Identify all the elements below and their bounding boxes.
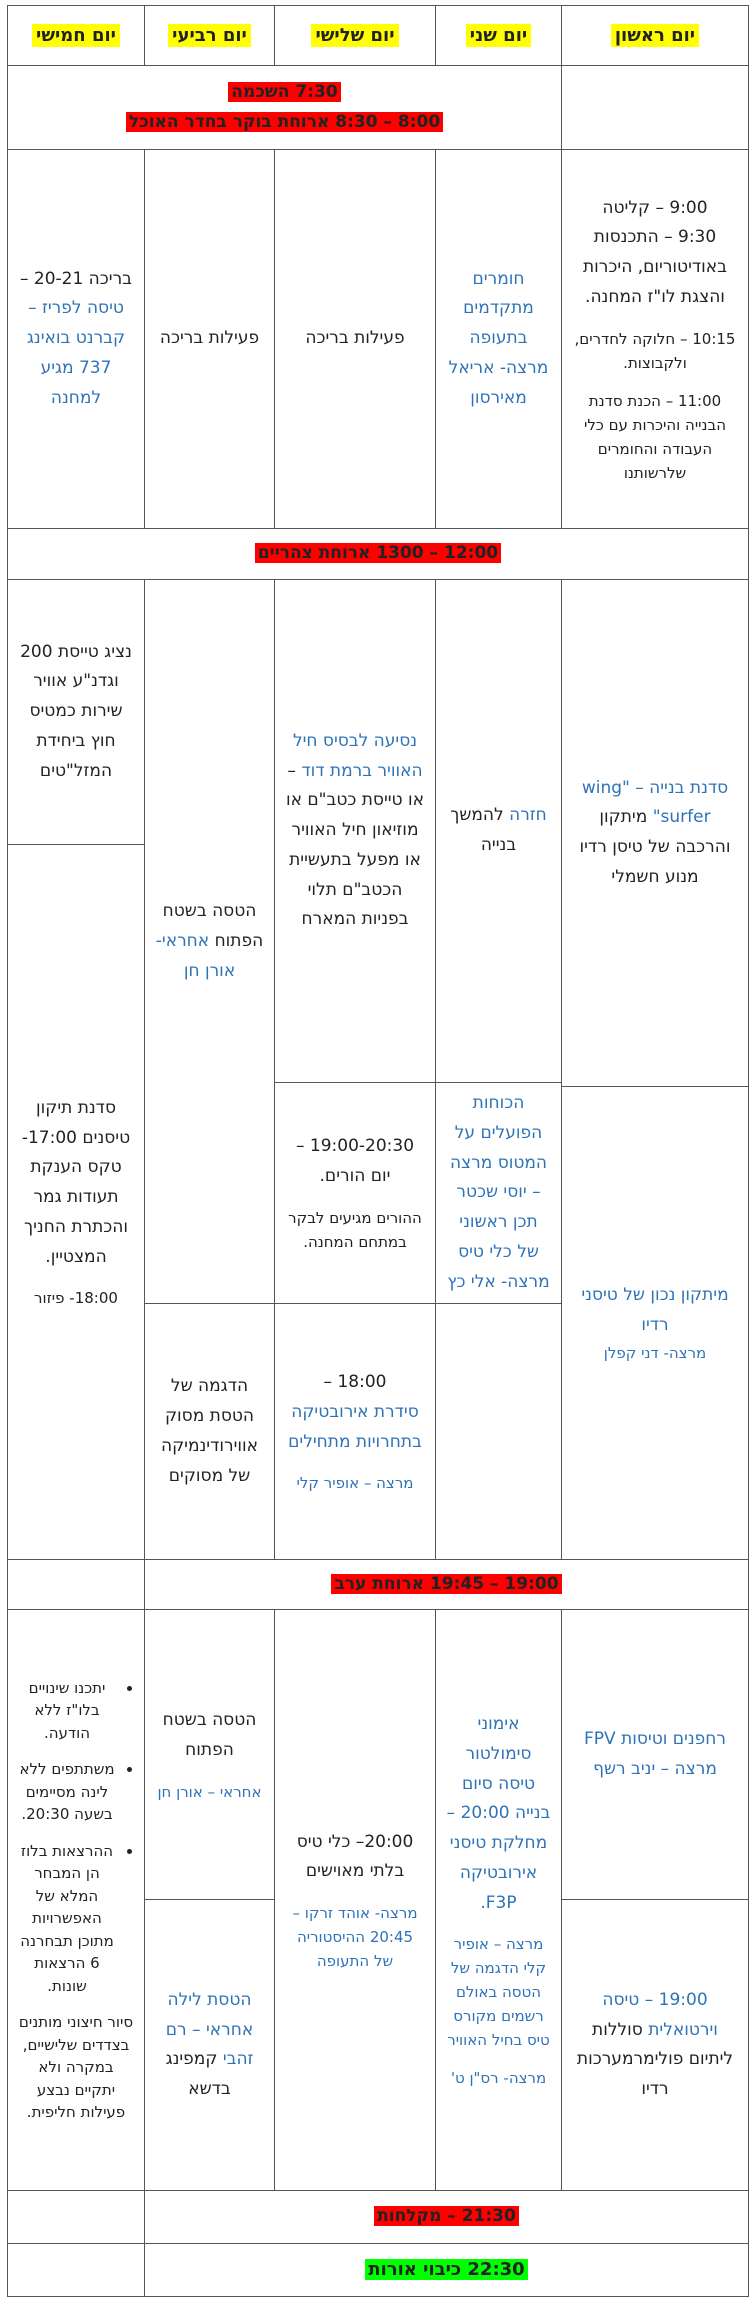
- block3-day4-bottom: הטסת לילה אחראי – רם זהבי קמפינג בדשא: [145, 1900, 275, 2191]
- block3-day1-top: רחפנים וטיסות FPV מרצה – יניב רשף: [562, 1610, 749, 1900]
- dinner-day5-empty: [8, 1560, 145, 1610]
- block2-day2-top: חזרה להמשך בנייה: [436, 580, 562, 1083]
- block2-day1-top: סדנת בנייה – "wing surfer" מיתקון והרכבה של טיסן רדיו מנוע חשמלי: [562, 580, 749, 1087]
- notes-list: [18, 1677, 134, 1998]
- morning-banner: 7:30 השכמה 8:00 – 8:30 ארוחת בוקר בחדר האוכל: [8, 66, 562, 150]
- lights-out-day5-empty: [8, 2244, 145, 2297]
- header-day4: יום רביעי: [145, 6, 275, 66]
- header-day1: יום ראשון: [562, 6, 749, 66]
- block2-day4: הטסה בשטח הפתוח אחראי- אורן חן: [145, 580, 275, 1304]
- lunch-banner: 12:00 – 1300 ארוחת צהריים: [8, 529, 749, 580]
- block1-day2: חומרים מתקדמים בתעופה מרצה- אריאל מאירסון: [436, 150, 562, 529]
- block3-day1-bottom: 19:00 – טיסה וירטואלית סוללות ליתיום פולימרמערכות רדיו: [562, 1900, 749, 2191]
- dinner-row: [8, 1560, 749, 1610]
- morning-day1-empty: [562, 66, 749, 150]
- header-day5: יום חמישי: [8, 6, 145, 66]
- block2-day3-bottom: הדגמה של הטסת מסוק אווירודינמיקה של מסוקים: [145, 1304, 275, 1560]
- block3-day2: אימוני סימולטור טיסה סיום בנייה 20:00 – מחלקת טיסני אירובטיקה F3P. מרצה – אופיר קלי הדגמה של הטסה באולם רשמים מקורס טיס בחיל האוויר מרצה- רס"ן ט': [436, 1610, 562, 2191]
- block1-day1: 9:00 – קליטה 9:30 – התכנסות באודיטוריום, היכרות והצגת לו"ז המחנה. 10:15 – חלוקה לחדרים, ולקבוצות. 11:00 – הכנת סדנת הבנייה והיכרות עם כלי העבודה והחומרים שלרשותנו: [562, 150, 749, 529]
- block1-day3: פעילות בריכה: [275, 150, 436, 529]
- block2-day5-top: נציג טייסת 200 וגדנ"ע אוויר שירות כמטיס חוץ ביחידת המזל"טים: [8, 580, 145, 845]
- lunch-row: [8, 529, 749, 580]
- dinner-banner: 19:00 – 19:45 ארוחת ערב: [145, 1560, 749, 1610]
- showers-row: [8, 2191, 749, 2244]
- lights-out-row: [8, 2244, 749, 2297]
- block3-day4-top: הטסה בשטח הפתוח אחראי – אורן חן: [145, 1610, 275, 1900]
- camp-schedule-table: [7, 5, 749, 2297]
- showers-day5-empty: [8, 2191, 145, 2244]
- note-item: • משתתפים ללא לינה מסיימים בשעה 20:30.: [18, 1758, 116, 1826]
- block1-day5: בריכה 20-21 – טיסה לפריז – קברנט בואינג 737 מגיע למחנה: [8, 150, 145, 529]
- morning-row: [8, 66, 749, 150]
- lights-out-banner: 22:30 כיבוי אורות: [145, 2244, 749, 2297]
- block2-day3-mid: 19:00-20:30 – יום הורים. ההורים מגיעים לבקר במתחם המחנה.: [275, 1083, 436, 1304]
- external-tour-note: סיור חיצוני מותנים בצדדים שלישיים, במקרה ולא יתקיים נבצע פעילות חליפית.: [18, 2013, 134, 2122]
- block1-row: [8, 150, 749, 529]
- showers-banner: 21:30 – מקלחות: [145, 2191, 749, 2244]
- header-day2: יום שני: [436, 6, 562, 66]
- block3-day3: 20:00– כלי טיס בלתי מאוישים מרצה- אוהד זרקו – 20:45 ההיסטוריה של התעופה: [275, 1610, 436, 2191]
- block1-day4: פעילות בריכה: [145, 150, 275, 529]
- block2-day5-bottom: סדנת תיקון טיסנים 17:00- טקס הענקת תעודות גמר והכתרת החניך המצטיין. 18:00- פיזור: [8, 845, 145, 1560]
- header-day3: יום שלישי: [275, 6, 436, 66]
- block2-day2-bottom: 18:00 – סידרת אירובטיקה בתחרויות מתחילים מרצה – אופיר קלי: [275, 1304, 436, 1560]
- block3-row-a: [8, 1610, 749, 1900]
- block2-row-a: [8, 580, 749, 845]
- block2-day2-mid: הכוחות הפועלים על המטוס מרצה – יוסי שכטר תכן ראשוני של כלי טיס מרצה- אלי כץ: [436, 1083, 562, 1304]
- block2-day1-bottom: מיתקון נכון של טיסני רדיו מרצה- דני קפלן: [562, 1087, 749, 1560]
- block3-day5-notes: [8, 1610, 145, 2191]
- note-item: • ההרצאות בלוז הן המבחר המלא של האפשרויות מתוכן תבחרנה 6 הרצאות שונות.: [18, 1840, 116, 1998]
- block2-day3-top: נסיעה לבסיס חיל האוויר ברמת דוד – או טייסת כטב"ם או מוזיאון חיל האוויר או מפעל בתעשיית הכטב"ם תלוי בפניות המארח: [275, 580, 436, 1083]
- header-row: [8, 6, 749, 66]
- note-item: • יתכנו שינויים בלו"ז ללא הודעה.: [18, 1677, 116, 1745]
